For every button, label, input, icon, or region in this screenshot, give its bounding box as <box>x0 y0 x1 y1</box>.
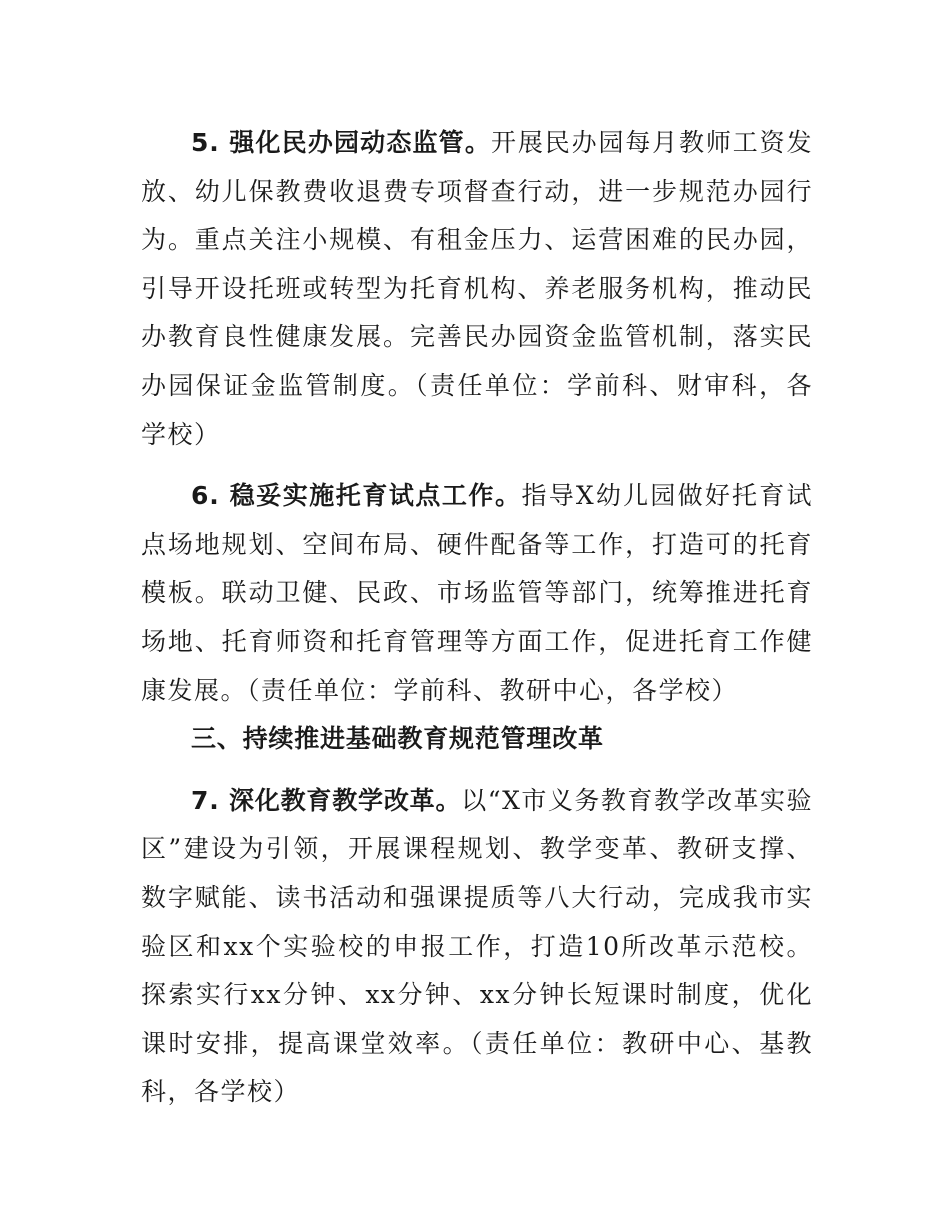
document-body <box>141 119 813 1117</box>
item-7-paragraph <box>141 777 813 1117</box>
item-7-body: 以“X市义务教育教学改革实验区”建设为引领，开展课程规划、教学变革、教研支撑、数字赋能、读书活动和强课提质等八大行动，完成我市实验区和xx个实验校的申报工作，打造10所改革示范校。探索实行xx分钟、xx分钟、xx分钟长短课时制度，优化课时安排，提高课堂效率。（责任单位：教研中心、基教科，各学校） <box>141 785 813 1107</box>
section-heading-3: 三、持续推进基础教育规范管理改革 <box>191 724 604 754</box>
item-5-title: 5. 强化民办园动态监管。 <box>191 128 491 157</box>
item-5-paragraph <box>141 119 813 459</box>
item-6-title: 6. 稳妥实施托育试点工作。 <box>191 481 522 511</box>
item-6-body: 指导X幼儿园做好托育试点场地规划、空间布局、硬件配备等工作，打造可的托育模板。联动卫健、民政、市场监管等部门，统筹推进托育场地、托育师资和托育管理等方面工作，促进托育工作健康发展。（责任单位：学前科、教研中心，各学校） <box>141 481 813 705</box>
item-5-body: 开展民办园每月教师工资发放、幼儿保教费收退费专项督查行动，进一步规范办园行为。重点关注小规模、有租金压力、运营困难的民办园，引导开设托班或转型为托育机构、养老服务机构，推动民办教育良性健康发展。完善民办园资金监管机制，落实民办园保证金监管制度。（责任单位：学前科、财审科，各学校） <box>141 128 813 449</box>
item-7-title: 7. 深化教育教学改革。 <box>191 785 462 815</box>
item-6-paragraph <box>141 472 813 715</box>
